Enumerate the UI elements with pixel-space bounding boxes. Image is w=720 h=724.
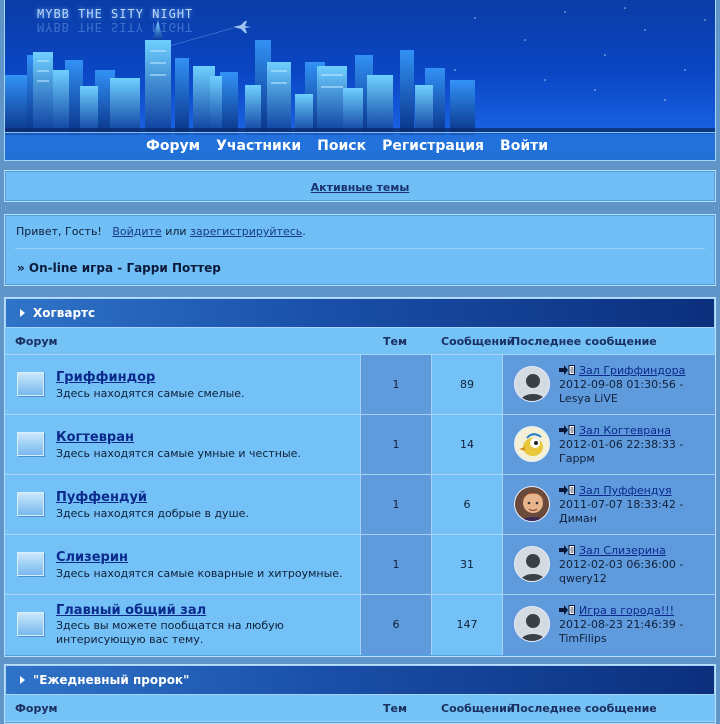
forum-description: Здесь находятся самые умные и честные. xyxy=(56,447,301,460)
topics-count: 1 xyxy=(392,438,400,451)
goto-last-post-icon[interactable] xyxy=(559,485,575,495)
forum-name-link[interactable]: Главный общий зал xyxy=(56,603,207,618)
forum-name-link[interactable]: Гриффиндор xyxy=(56,370,156,385)
forum-cell xyxy=(5,475,361,534)
greeting-line xyxy=(16,225,306,238)
forum-table xyxy=(5,695,715,722)
category-header[interactable] xyxy=(5,665,715,695)
forum-name-link[interactable]: Пуффендуй xyxy=(56,490,148,505)
nav-register-link[interactable]: Регистрация xyxy=(382,138,485,154)
breadcrumb: » On-line игра - Гарри Поттер xyxy=(17,261,221,275)
last-post-cell xyxy=(503,595,715,655)
category-header[interactable] xyxy=(5,298,715,328)
user-avatar[interactable] xyxy=(514,366,550,402)
forum-name-link[interactable]: Слизерин xyxy=(56,550,128,565)
category-title: Хогвартс xyxy=(33,306,96,320)
category-hogwarts xyxy=(4,297,716,657)
last-post-date: 2012-09-08 01:30:56 - xyxy=(559,378,684,391)
col-header-topics: Тем xyxy=(383,702,407,715)
site-logo-text: MYBB THE SITY NIGHT xyxy=(37,7,194,21)
user-avatar[interactable] xyxy=(514,546,550,582)
last-post-author: qwery12 xyxy=(559,572,607,585)
user-avatar[interactable] xyxy=(514,426,550,462)
table-header xyxy=(5,328,715,355)
main-nav xyxy=(142,137,560,155)
col-header-posts: Сообщений xyxy=(441,702,515,715)
col-header-last: Последнее сообщение xyxy=(511,702,657,715)
topics-cell xyxy=(361,415,432,474)
last-post-topic xyxy=(559,604,674,617)
forum-status-icon xyxy=(17,552,44,576)
last-post-topic xyxy=(559,364,685,377)
topics-cell xyxy=(361,355,432,414)
forum-row xyxy=(5,535,715,595)
topics-cell xyxy=(361,595,432,655)
table-header xyxy=(5,695,715,722)
last-post-author: Диман xyxy=(559,512,597,525)
last-post-date: 2012-02-03 06:36:00 - xyxy=(559,558,684,571)
forum-rows xyxy=(5,355,715,655)
greeting-text: Привет, Гость! xyxy=(16,225,102,238)
forum-row xyxy=(5,355,715,415)
forum-row xyxy=(5,595,715,655)
posts-count: 31 xyxy=(460,558,474,571)
last-post-cell xyxy=(503,415,715,474)
goto-last-post-icon[interactable] xyxy=(559,545,575,555)
forum-description: Здесь вы можете пообщатся на любую интерисующую вас тему. xyxy=(56,619,284,646)
posts-count: 14 xyxy=(460,438,474,451)
col-header-forum: Форум xyxy=(15,702,58,715)
last-post-author: Гаррм xyxy=(559,452,595,465)
goto-last-post-icon[interactable] xyxy=(559,365,575,375)
topics-count: 1 xyxy=(392,558,400,571)
forum-description: Здесь находятся самые смелые. xyxy=(56,387,245,400)
forum-status-icon xyxy=(17,432,44,456)
posts-cell xyxy=(432,355,503,414)
forum-description: Здесь находятся добрые в душе. xyxy=(56,507,249,520)
col-header-posts: Сообщений xyxy=(441,335,515,348)
topics-count: 1 xyxy=(392,378,400,391)
last-post-cell xyxy=(503,355,715,414)
col-header-topics: Тем xyxy=(383,335,407,348)
forum-cell xyxy=(5,415,361,474)
last-post-topic xyxy=(559,424,671,437)
forum-cell xyxy=(5,595,361,655)
site-logo-reflection: MYBB THE SITY NIGHT xyxy=(37,20,194,34)
user-avatar[interactable] xyxy=(514,606,550,642)
nav-login-link[interactable]: Войти xyxy=(500,138,549,154)
last-post-topic-link[interactable]: Зал Гриффиндора xyxy=(579,364,686,377)
topics-count: 1 xyxy=(392,498,400,511)
forum-row xyxy=(5,475,715,535)
last-post-topic xyxy=(559,484,672,497)
nav-forum-link[interactable]: Форум xyxy=(146,138,201,154)
last-post-date: 2011-07-07 18:33:42 - xyxy=(559,498,684,511)
topics-count: 6 xyxy=(392,618,400,631)
greeting-end: . xyxy=(302,225,306,238)
posts-cell xyxy=(432,415,503,474)
posts-count: 147 xyxy=(456,618,478,631)
topics-cell xyxy=(361,535,432,594)
topics-cell xyxy=(361,475,432,534)
category-title: "Ежедневный пророк" xyxy=(33,673,190,687)
forum-cell xyxy=(5,535,361,594)
last-post-cell xyxy=(503,535,715,594)
forum-name-link[interactable]: Когтевран xyxy=(56,430,134,445)
last-post-cell xyxy=(503,475,715,534)
last-post-topic xyxy=(559,544,666,557)
divider xyxy=(15,248,705,249)
posts-cell xyxy=(432,475,503,534)
collapse-arrow-icon[interactable] xyxy=(20,309,25,317)
posts-cell xyxy=(432,595,503,655)
user-avatar[interactable] xyxy=(514,486,550,522)
site-header xyxy=(4,0,716,161)
collapse-arrow-icon[interactable] xyxy=(20,676,25,684)
login-link[interactable]: Войдите xyxy=(112,225,162,238)
col-header-forum: Форум xyxy=(15,335,58,348)
active-topics-link[interactable]: Активные темы xyxy=(310,181,410,194)
last-post-topic-link[interactable]: Игра в города!!! xyxy=(579,604,675,617)
goto-last-post-icon[interactable] xyxy=(559,425,575,435)
nav-search-link[interactable]: Поиск xyxy=(317,138,367,154)
greeting-panel xyxy=(4,214,716,286)
goto-last-post-icon[interactable] xyxy=(559,605,575,615)
last-post-topic-link[interactable]: Зал Слизерина xyxy=(579,544,666,557)
forum-status-icon xyxy=(17,372,44,396)
forum-description: Здесь находятся самые коварные и хитроумные. xyxy=(56,567,343,580)
forum-status-icon xyxy=(17,612,44,636)
nav-members-link[interactable]: Участники xyxy=(216,138,302,154)
last-post-topic-link[interactable]: Зал Когтеврана xyxy=(579,424,671,437)
category-daily-prophet xyxy=(4,664,716,724)
last-post-topic-link[interactable]: Зал Пуффендуя xyxy=(579,484,672,497)
or-text: или xyxy=(165,225,187,238)
forum-cell xyxy=(5,355,361,414)
last-post-author: TimFilips xyxy=(559,632,607,645)
last-post-date: 2012-08-23 21:46:39 - xyxy=(559,618,684,631)
forum-table xyxy=(5,328,715,655)
last-post-author: Lesya LiVE xyxy=(559,392,618,405)
posts-count: 89 xyxy=(460,378,474,391)
forum-status-icon xyxy=(17,492,44,516)
last-post-date: 2012-01-06 22:38:33 - xyxy=(559,438,684,451)
col-header-last: Последнее сообщение xyxy=(511,335,657,348)
active-topics-panel xyxy=(4,170,716,202)
register-link[interactable]: зарегистрируйтесь xyxy=(190,225,303,238)
posts-cell xyxy=(432,535,503,594)
forum-row xyxy=(5,415,715,475)
posts-count: 6 xyxy=(463,498,471,511)
